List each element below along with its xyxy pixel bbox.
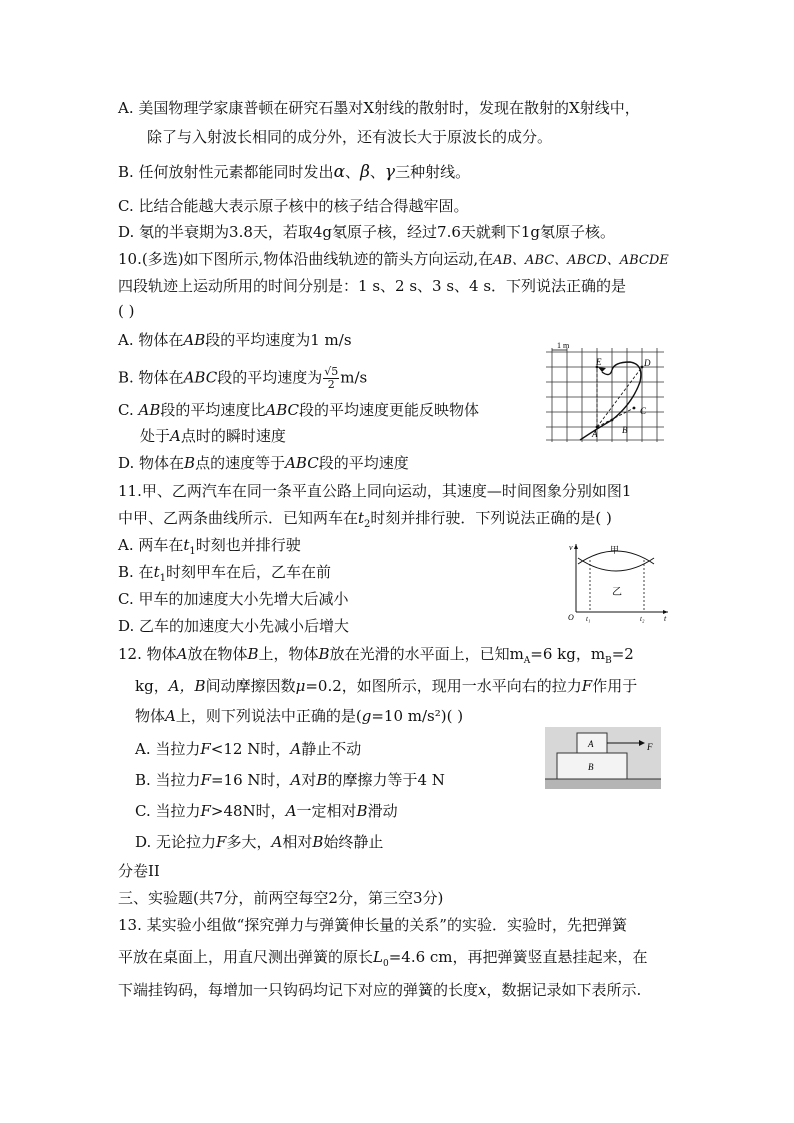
q10-option-b: B. 物体在ABC段的平均速度为 $\frac{√5}{2}$ m/s xyxy=(118,365,368,391)
label-v: v xyxy=(569,543,573,552)
q12-option-c: C. 当拉力F>48N时，A一定相对B滑动 xyxy=(135,802,398,820)
q11-vt-graph xyxy=(566,540,674,624)
q11-option-a: A. 两车在$t_1$时刻也并排行驶 xyxy=(118,536,301,557)
trajectory-arrow-icon xyxy=(598,367,606,372)
q10-option-c-line1: C. AB段的平均速度比ABC段的平均速度更能反映物体 xyxy=(118,401,480,419)
fraction-sqrt5-over-2: $\frac{√5}{2}$ xyxy=(324,365,339,391)
label-block-a: A xyxy=(588,739,594,749)
label-yi: 乙 xyxy=(612,587,622,598)
trajectory-curve xyxy=(580,362,641,440)
q11-stem-line1: 11.甲、乙两汽车在同一条平直公路上同向运动，其速度—时间图象分别如图1 xyxy=(118,482,632,500)
q11-option-b: B. 在$t_1$时刻甲车在后，乙车在前 xyxy=(118,563,331,584)
section-three-heading: 三、实验题(共7分，前两空每空2分，第三空3分) xyxy=(118,889,444,907)
point-c xyxy=(633,407,636,410)
v-axis-arrow-icon xyxy=(574,544,578,549)
q11-stem-line2: 中甲、乙两条曲线所示．已知两车在$t_2$时刻并排行驶．下列说法正确的是( ) xyxy=(118,509,612,530)
label-force-f: F xyxy=(647,742,653,752)
q12-option-a: A. 当拉力F<12 N时，A静止不动 xyxy=(135,740,362,758)
point-b xyxy=(611,419,614,422)
label-b: B xyxy=(622,425,628,435)
ground xyxy=(545,779,661,789)
label-t2: t₂ xyxy=(640,615,645,623)
label-t: t xyxy=(664,614,667,623)
label-d: D xyxy=(644,358,651,368)
q9-option-a-line2: 除了与入射波长相同的成分外，还有波长大于原波长的成分。 xyxy=(147,128,553,146)
label-a: A xyxy=(592,429,598,439)
q10-stem-line1: 10.(多选)如下图所示,物体沿曲线轨迹的箭头方向运动,在AB、ABC、ABCD、ABCDE xyxy=(118,250,669,268)
q10-stem-line2: 四段轨迹上运动所用的时间分别是：1 s、2 s、3 s、4 s．下列说法正确的是 xyxy=(118,277,627,295)
scale-label: 1 m xyxy=(557,341,570,350)
q11-option-c: C. 甲车的加速度大小先增大后减小 xyxy=(118,590,349,608)
q13-line2: 平放在桌面上，用直尺测出弹簧的原长$L_0=4.6$ cm，再把弹簧竖直悬挂起来，在 xyxy=(118,948,648,969)
q12-stem-line3: 物体A上，则下列说法中正确的是(g=10 m/s²)( ) xyxy=(135,707,464,725)
q9-option-b: B. 任何放射性元素都能同时发出α、β、γ三种射线。 xyxy=(118,162,471,182)
q10-trajectory-figure xyxy=(540,340,668,444)
label-e: E xyxy=(596,357,602,367)
label-block-b: B xyxy=(588,762,594,772)
label-origin: O xyxy=(568,613,574,622)
part-ii-heading: 分卷II xyxy=(118,862,160,880)
dashed-line-ac xyxy=(597,408,634,427)
q13-line1: 13. 某实验小组做“探究弹力与弹簧伸长量的关系”的实验．实验时，先把弹簧 xyxy=(118,916,627,934)
q9-option-d: D. 氡的半衰期为3.8天，若取4g氡原子核，经过7.6天就剩下1g氡原子核。 xyxy=(118,223,616,241)
q10-stem-line3: ( ) xyxy=(118,302,135,320)
label-t1: t₁ xyxy=(586,615,591,623)
point-d xyxy=(641,366,644,369)
q13-line3: 下端挂钩码，每增加一只钩码均记下对应的弹簧的长度x，数据记录如下表所示. xyxy=(118,981,642,999)
q11-option-d: D. 乙车的加速度大小先减小后增大 xyxy=(118,617,350,635)
q10-option-c-line2: 处于A点时的瞬时速度 xyxy=(140,427,286,445)
q12-stem-line1: 12. 物体A放在物体B上，物体B放在光滑的水平面上，已知$m_A=6$ kg，$m_B=2$ xyxy=(118,645,634,666)
q12-stem-line2: kg，A，B间动摩擦因数μ=0.2，如图所示，现用一水平向右的拉力F作用于 xyxy=(135,677,638,695)
q9-option-a-line1: A. 美国物理学家康普顿在研究石墨对X射线的散射时，发现在散射的X射线中， xyxy=(118,99,640,117)
label-jia: 甲 xyxy=(610,545,620,555)
label-c: C xyxy=(640,406,647,416)
q12-option-d: D. 无论拉力F多大，A相对B始终静止 xyxy=(135,833,384,851)
point-a xyxy=(596,426,599,429)
q9-option-c: C. 比结合能越大表示原子核中的核子结合得越牢固。 xyxy=(118,197,469,215)
q12-option-b: B. 当拉力F=16 N时，A对B的摩擦力等于4 N xyxy=(135,771,445,789)
q10-option-d: D. 物体在B点的速度等于ABC段的平均速度 xyxy=(118,454,409,472)
q10-option-a: A. 物体在AB段的平均速度为1 m/s xyxy=(118,331,352,349)
curve-yi xyxy=(578,558,654,571)
q12-blocks-figure xyxy=(545,727,661,789)
